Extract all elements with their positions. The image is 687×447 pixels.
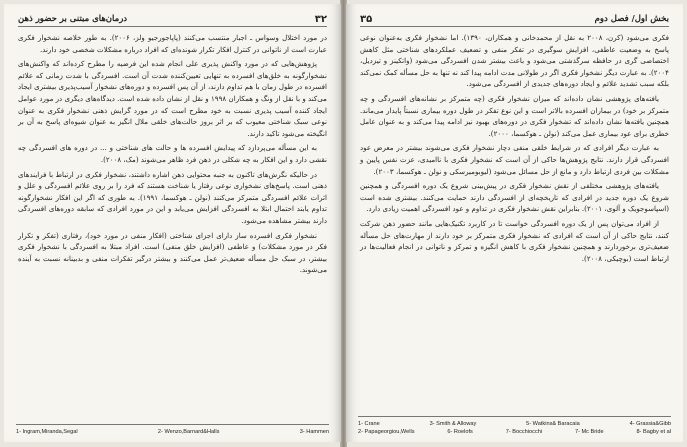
footnote: 7- Mc Bride: [574, 429, 604, 435]
footnote: 3- Smith & Alloway: [429, 421, 477, 427]
left-page-body: [18, 32, 327, 279]
footnote: 7- Bocchiocchi: [505, 429, 543, 435]
left-paragraph: در حالیکه نگرش‌های تاکنون به جنبه محتوایی ذهن اشاره داشتند، نشخوار فکری در ارتباط با فرایندهای ذهنی است. پاسخ‌های نشخواری نوعی رفتار یا شناخت هستند که فرد را بر روی علائم افسردگی و علل و اثرات علائم افسردگی متمرکز می‌کنند (نولن ـ هوکسما، ۱۹۹۱). به طوری که اگر این افکار نشخوارگونه تداوم یابند احتمال ابتلا به افسردگی افزایش می‌یابد و این در مورد افرادی که سابقه دوره‌های افسردگی دارند بیشتر مشاهده می‌شود.: [18, 169, 327, 225]
footnote: 2- Papageorgiou,Wells: [358, 429, 415, 435]
left-paragraph: در مورد اختلال وسواس ـ اجبار منتسب می‌کنند (پاپاجورجیو ولز، ۲۰۰۶). به طور خلاصه نشخوار فکری عبارت است از ناتوانی در کنترل افکار تکرار شونده‌ای که افراد درباره مشکلات شخصی خود دارند.: [18, 33, 327, 54]
footnote: 8- Bagby et al: [636, 429, 671, 435]
right-page-body: [360, 32, 669, 267]
footnote: 4- Grassia&Gibb: [629, 421, 671, 427]
right-page: [346, 4, 683, 442]
right-paragraph: به عبارت دیگر افرادی که در شرایط خلقی منفی دچار نشخوار فکری می‌شوند بیشتر در معرض عود افسردگی قرار دارند. نتایج پژوهش‌ها حاکی از آن است که نشخوار فکری با ناامیدی، عزت نفس پایین و مشکلات بین فردی ارتباط دارد و مانع از حل مسائل می‌شود (لیوبومیرسکی و نولن ـ هوکسما، ۲۰۰۳).: [360, 143, 669, 176]
left-page: [4, 4, 341, 442]
left-paragraph: به این مسأله می‌پردازد که پیدایش افسرده ها و حالت های شناختی و ... در دوره های افسردگی چه نقشی دارد و این افکار به چه شکلی در ذهن فرد ظاهر می‌شوند (مک، ۲۰۰۸).: [18, 143, 327, 164]
right-running-title: بخش اول/ فصل دوم: [594, 14, 669, 24]
footnote: 6- Roelofs: [447, 429, 473, 435]
left-page-header: [18, 12, 327, 27]
left-paragraph: نشخوار فکری افسرده ساز دارای اجزای شناختی (افکار منفی در مورد خود)، رفتاری (تفکر و تکرار فکر در مورد مشکلات) و عاطفی (افزایش خلق منفی) است. افراد مبتلا به افسردگی با نشخوار فکری بیشتر، در سبک حل مسأله ضعیف‌تر عمل می‌کنند و بیشتر درگیر تفکرات منفی و بدبینانه نسبت به آینده می‌شوند.: [18, 230, 327, 275]
footnote: 1- Ingram,Miranda,Segal: [16, 429, 78, 435]
right-page-header: [360, 12, 669, 27]
footnote: 3- Hammen: [299, 429, 329, 435]
right-paragraph: یافته‌های پژوهشی نشان داده‌اند که میزان نشخوار فکری (چه متمرکز بر نشانه‌های افسردگی و چه متمرکز بر خود) در بیماران افسرده بالاتر است و این نوع تفکر در طول دوره بیماری نسبتاً پایدار می‌ماند. همچنین یافته‌ها نشان داده‌اند که تشخوار فکری در دوره‌های بهبود نیز ادامه پیدا می‌کند و به عنوان عامل خطری برای عود بیماری عمل می‌کند (نولن ـ هوکسما، ۲۰۰۰).: [360, 93, 669, 138]
right-paragraph: از افراد می‌توان پس از یک دوره افسردگی خواست تا در کاربرد تکنیک‌هایی مانند حضور ذهن شرکت کنند، نتایج حاکی از آن است که افرادی که نشخوار فکری متمرکز بر خود دارند از مهارت‌های حل مسأله ضعیف‌تری برخوردارند و همچنین نشخوار فکری با کاهش انگیزه و تمرکز و ناتوانی در انجام فعالیت‌ها در ارتباط است (بوچیکی، ۲۰۰۸).: [360, 218, 669, 263]
left-footnotes: [16, 424, 329, 436]
footnote: 1- Crane: [358, 421, 380, 427]
left-paragraph: پژوهش‌هایی که در مورد واکنش پذیری علی انجام شده این فرضیه را مطرح کرده‌اند که واکنش‌های نشخوارگونه به خلق‌های افسرده به تنهایی تعیین‌کننده شدت آن است. افسردگی با شدت زمانی که علائم افسرده در طول زمان با هم تداوم دارند، از آن پس افسرده و دوره‌های نشخوار آسیب‌پذیری بیشتری ایجاد می‌کند و با نقل از ونگ و همکاران ۱۹۹۸ و نقل از نشان داده شده است. دیدگاه‌های دیگری در مورد عوامل ایجاد کننده آسیب پذیری نسبت به خود مطرح است که در مورد گرایش ذهنی نشخوار فکری به عنوان نوعی سبک شناختی معیوب که بر اثر بروز حالت‌های خلقی ملال انگیز به عنوان شیوه‌ای پاسخ به آن بر انگیخته می‌شود تاکید دارند.: [18, 59, 327, 138]
right-paragraph: یافته‌های پژوهشی مختلفی از نقش نشخوار فکری در پیش‌بینی شروع یک دوره افسردگی و همچنین شروع یک دوره جدید در افرادی که تاریخچه‌ای از افسردگی دارند حمایت می‌کنند. بیشتری شده است (اسپاسوجویک و آلوی، ۲۰۰۱). بنابراین نقش نشخوار فکری در تداوم و عود افسردگی اهمیت زیادی دارد.: [360, 181, 669, 214]
right-paragraph: فکری می‌شود (کرن، ۲۰۰۸ به نقل از محمدخانی و همکاران، ۱۳۹۰). اما نشخوار فکری به‌عنوان نوعی پاسخ به وضعیت عاطفی، افزایش سوگیری در تفکر منفی و تضعیف عملکردهای شناختی مثل کاهش اختصاصی گری در حافظه سرگذشتی می‌شود و باعث بیشتر شدن افسردگی می‌شود (واتکینز و تیزدیل، ۲۰۰۴). به عبارت دیگر نشخوار فکری اگر در طولانی مدت ادامه پیدا کند نه تنها به حل مسأله کمک نمی‌کند بلکه سبب تشدید علائم و ایجاد دوره‌های جدیدی از افسردگی می‌شود.: [360, 33, 669, 89]
right-page-number: ۳۵: [360, 13, 373, 25]
footnote: 5- Watkins& Baracaia: [526, 421, 580, 427]
left-page-number: ۳۲: [314, 13, 327, 25]
left-running-title: درمان‌های مبتنی بر حضور ذهن: [18, 14, 128, 24]
footnote: 2- Wenzo,Barnard&Halls: [157, 429, 220, 435]
right-footnotes: [358, 416, 671, 436]
